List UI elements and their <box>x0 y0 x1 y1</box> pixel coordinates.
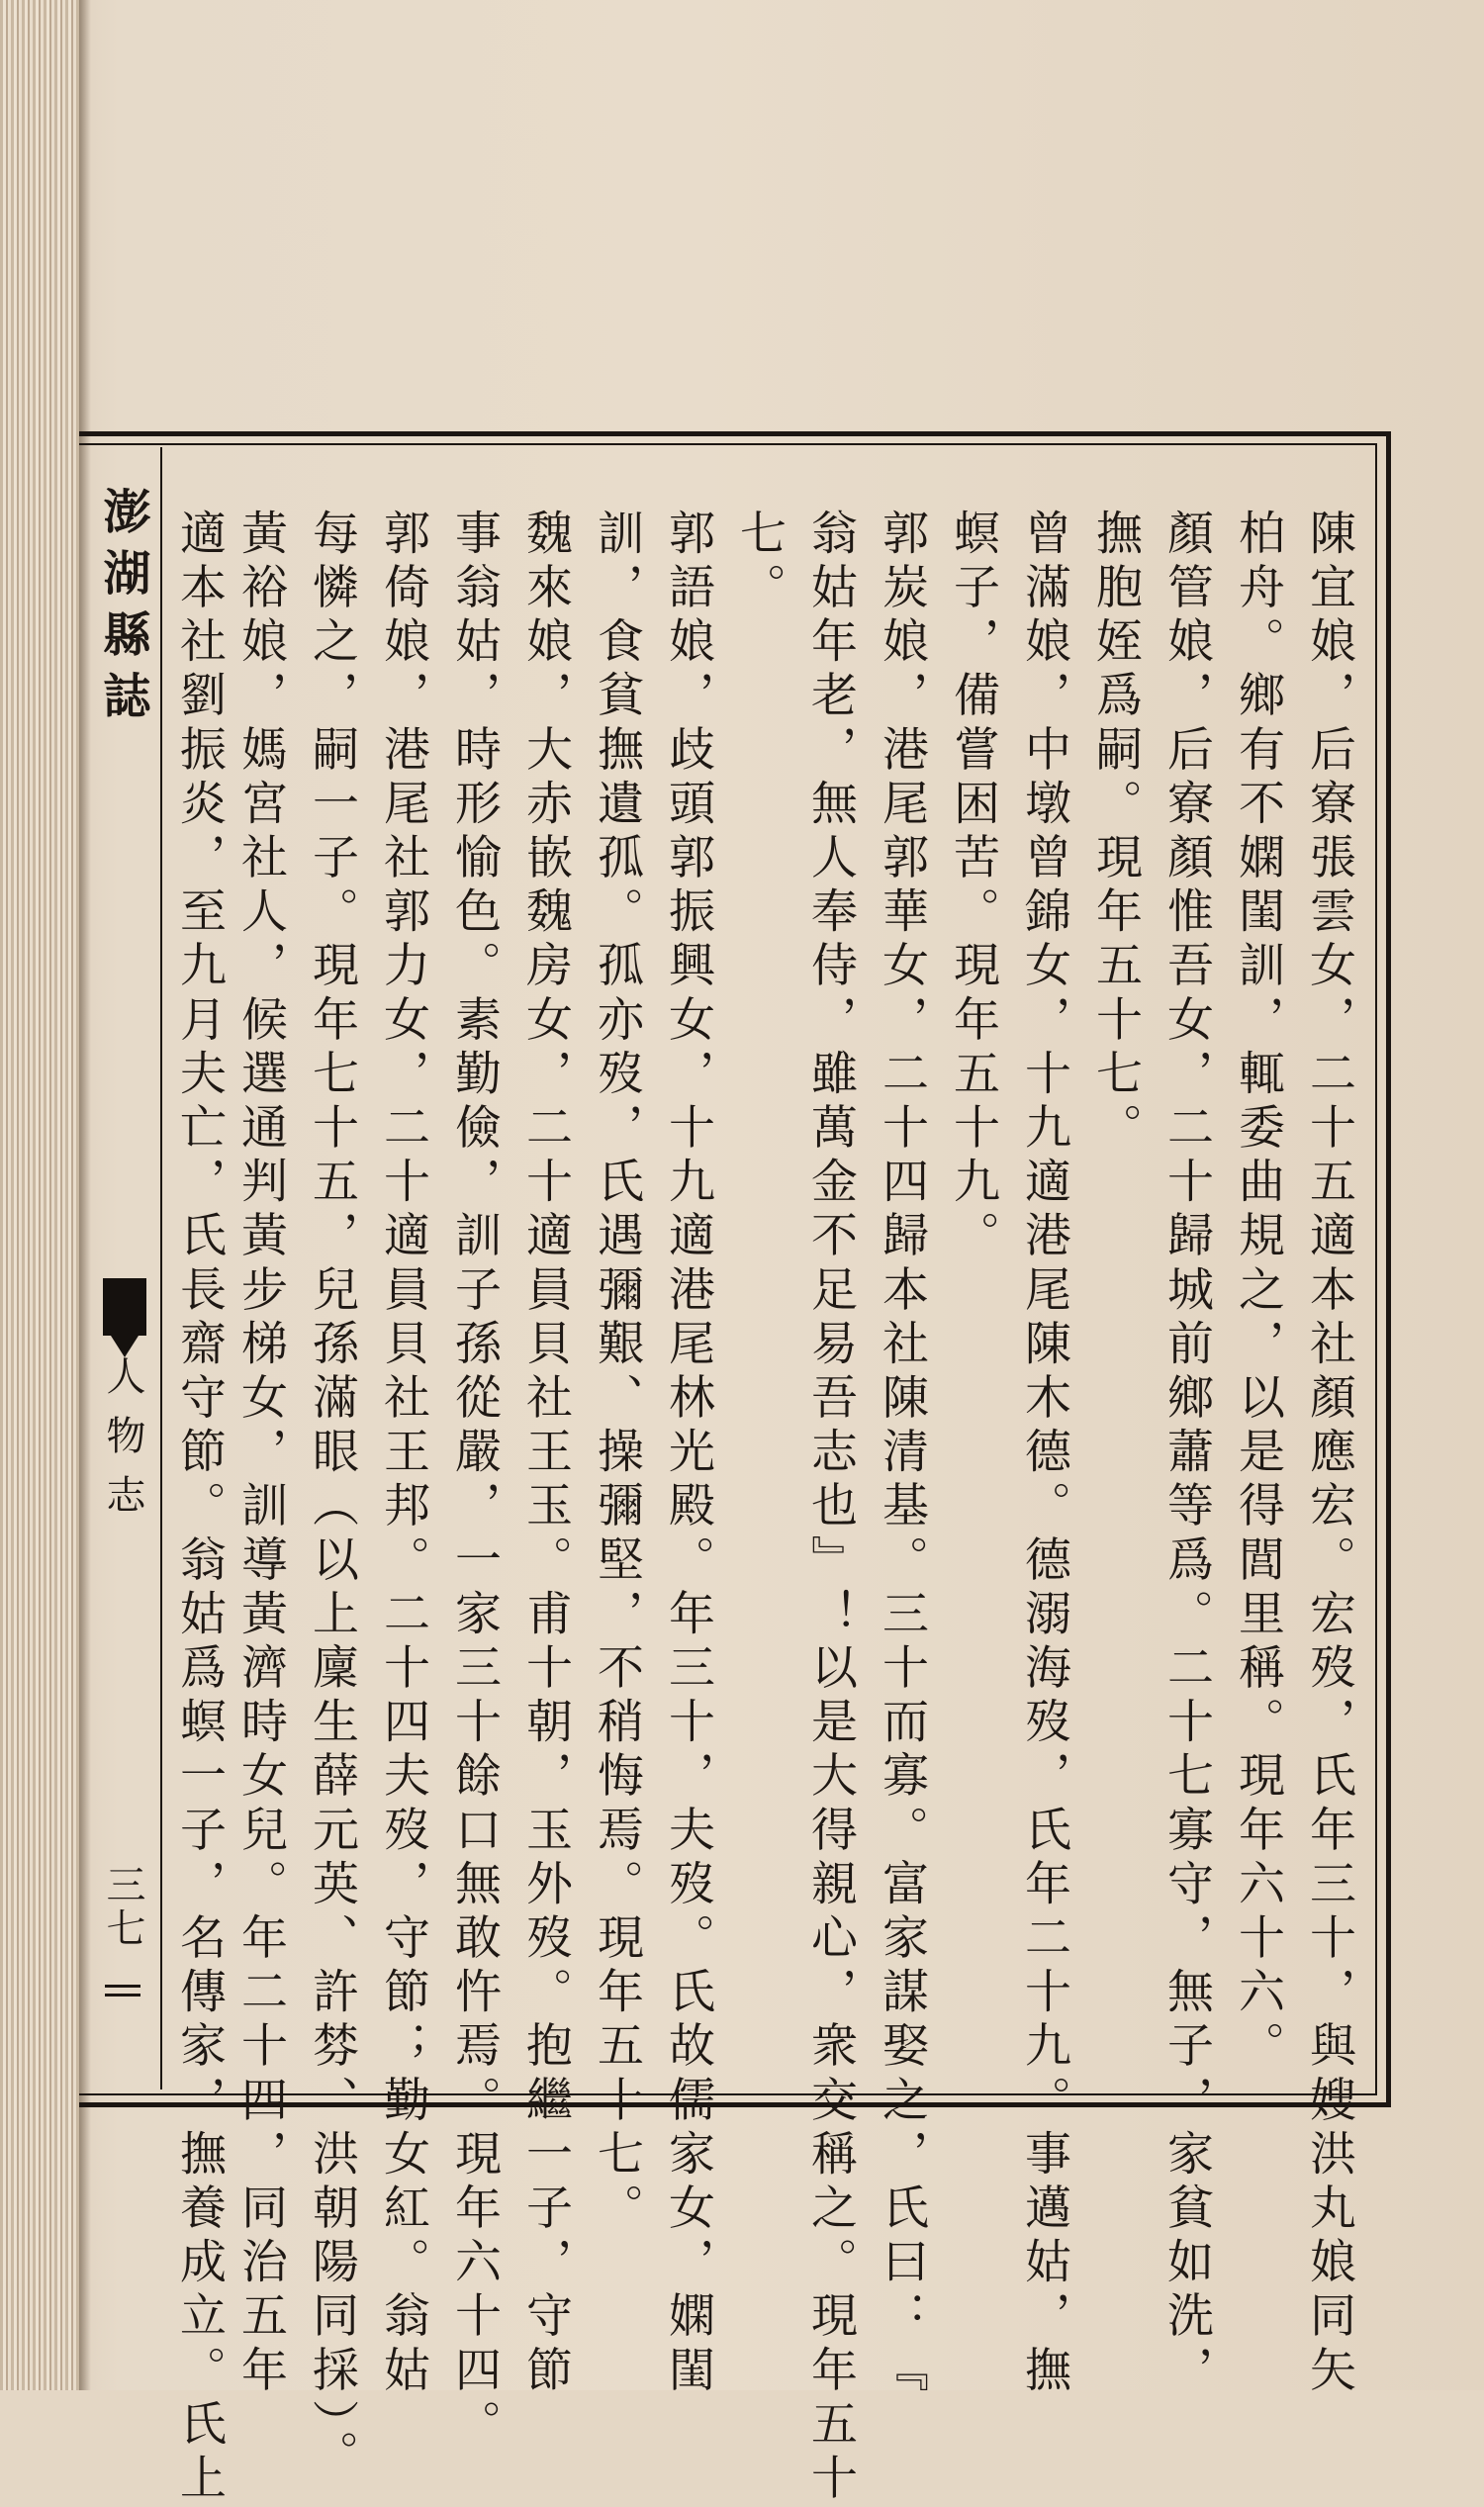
double-rule-mark <box>105 1985 140 1988</box>
text-column: 曾滿娘，中墩曾錦女，十九適港尾陳木德。德溺海歿，氏年二十九。事邁姑，撫 <box>1017 509 1071 2399</box>
text-column: 顏管娘，后寮顏惟吾女，二十歸城前鄉蕭等爲。二十七寡守，無子，家貧如洗， <box>1159 509 1214 2399</box>
text-column: 郭倚娘，港尾社郭力女，二十適員貝社王邦。二十四夫歿，守節；勤女紅。翁姑 <box>376 509 430 2399</box>
text-column: 魏來娘，大赤嵌魏房女，二十適員貝社王玉。甫十朝，玉外歿。抱繼一子，守節 <box>518 509 573 2399</box>
book-title: 澎湖縣誌 <box>95 487 150 732</box>
page-number: 三七 <box>100 1864 145 1951</box>
text-column: 翁姑年老，無人奉侍，雖萬金不足易吾志也』！以是大得親心，衆交稱之。現年五十 <box>803 509 858 2507</box>
text-column: 郭語娘，歧頭郭振興女，十九適港尾林光殿。年三十，夫歿。氏故儒家女，嫻閨 <box>661 509 715 2399</box>
fishtail-mark-icon <box>103 1278 146 1336</box>
section-title: 人物志 <box>100 1355 145 1533</box>
text-column: 撫胞姪爲嗣。現年五十七。 <box>1088 509 1143 1158</box>
margin-separator-line <box>160 447 162 2089</box>
margin-title-strip <box>91 447 154 2089</box>
text-column: 郭炭娘，港尾郭華女，二十四歸本社陳清基。三十而寡。富家謀娶之，氏曰：『 <box>875 509 929 2399</box>
text-column: 每憐之，嗣一子。現年七十五，兒孫滿眼（以上廩生薛元英、許棼、洪朝陽同採）。 <box>305 509 359 2484</box>
text-column: 黃裕娘，媽宮社人，候選通判黃步梯女，訓導黃濟時女兒。年二十四，同治五年 <box>233 509 288 2399</box>
text-column: 事翁姑，時形愉色。素勤儉，訓子孫從嚴，一家三十餘口無敢忤焉。現年六十四。 <box>447 509 502 2454</box>
text-column: 訓，食貧撫遺孤。孤亦歿，氏遇彌艱、操彌堅，不稍悔焉。現年五十七。 <box>590 509 644 2238</box>
book-spine-edge <box>0 0 79 2390</box>
text-column: 螟子，備嘗困苦。現年五十九。 <box>946 509 1000 1265</box>
text-column: 柏舟。鄉有不嫻閨訓，輒委曲規之，以是得閭里稱。現年六十六。 <box>1231 509 1285 2076</box>
text-column: 適本社劉振炎，至九月夫亡，氏長齋守節。翁姑爲螟一子，名傳家，撫養成立。氏上 <box>172 509 227 2507</box>
text-column: 陳宜娘，后寮張雲女，二十五適本社顏應宏。宏歿，氏年三十，與嫂洪丸娘同矢 <box>1302 509 1356 2399</box>
text-column: 七。 <box>732 509 787 617</box>
